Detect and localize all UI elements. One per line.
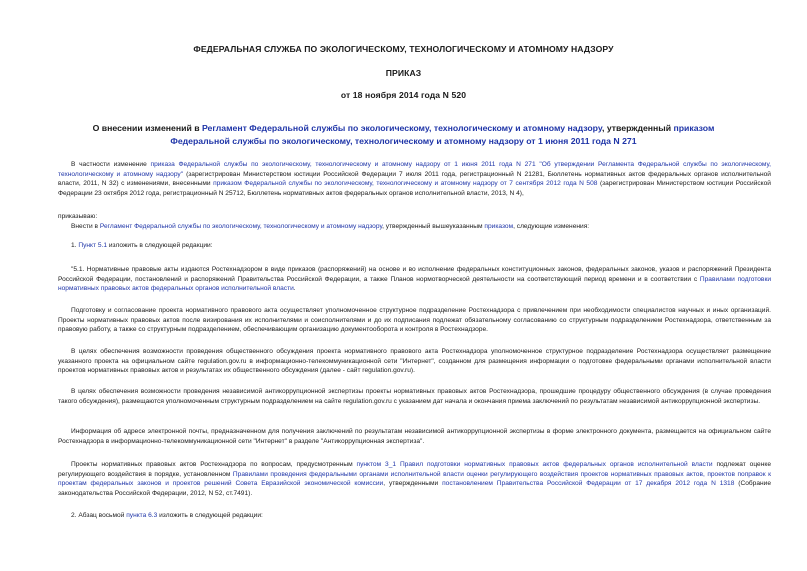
regulation-link[interactable]: Регламент Федеральной службы по экологическому, технологическому и атомному надзору: [99, 223, 383, 230]
order-heading: ПРИКАЗ: [385, 68, 422, 78]
paragraph-text: 1.: [71, 242, 79, 249]
document-title: [84, 122, 723, 147]
order-271-link[interactable]: приказа Федеральной службы по экологическому, технологическому и атомному надзору от 1 июня 2011 года N 271 "Об утверждении Регламента Федеральной службы по экологическому, технологическому и атомному надзору": [58, 161, 771, 178]
order-date: от 18 ноября 2014 года N 520: [340, 90, 467, 100]
paragraph-text: , утвержденными: [383, 480, 443, 488]
paragraph-order-word: [58, 212, 771, 222]
paragraph-preparation: [58, 306, 771, 335]
order-link[interactable]: приказом: [484, 223, 514, 230]
paragraph-anticorruption: [58, 387, 771, 406]
rules-clause-link[interactable]: пунктом 3_1 Правил подготовки нормативных правовых актов федеральных органов исполнительной власти: [356, 461, 713, 468]
paragraph-text: Внести в: [71, 223, 100, 230]
paragraph-text: изложить в следующей редакции:: [157, 512, 263, 519]
paragraph-item-2: [58, 511, 771, 521]
paragraph-text: Проекты нормативных правовых актов Ростехнадзора по вопросам, предусмотренным: [71, 461, 357, 468]
paragraph-item-1: [58, 241, 771, 251]
paragraph-regulatory-impact: [58, 460, 771, 498]
clause-6-3-link[interactable]: пункта 6.3: [126, 512, 158, 519]
regulation-link[interactable]: Регламент Федеральной службы по экологическому, технологическому и атомному надзору: [201, 123, 603, 133]
paragraph-text: , следующие изменения:: [513, 223, 590, 230]
resolution-1318-link[interactable]: постановлением Правительства Российской Федерации от 17 декабря 2012 года N 1318: [442, 480, 735, 488]
impact-rules-link[interactable]: Правилами проведения федеральными органами исполнительной власти оценки регулирующего воздействия проектов нормативных правовых актов, проектов поправок к проектам федеральных законов и проектов решений Совета Евразийской экономической комиссии: [58, 470, 771, 488]
paragraph-text: (зарегистрирован Министерством юстиции Российской Федерации 23 октября 2012 года, регистрационный N 25712, Бюллетень нормативных актов федеральных органов исполнительной власти, 2013, N 4),: [58, 180, 771, 197]
rules-link[interactable]: Правилами подготовки нормативных правовых актов федеральных органов исполнительной власти: [58, 275, 772, 293]
paragraph-text: 2. Абзац восьмой: [71, 512, 127, 519]
paragraph-text: .: [293, 285, 296, 293]
paragraph-text: изложить в следующей редакции:: [107, 242, 213, 249]
paragraph-text: Подготовку и согласование проекта нормативного правового акта осуществляет уполномоченное структурное подразделение Ростехнадзора с привлечением при необходимости специалистов научных и иных организаций. Проекты нормативных правовых актов после визирования их исполнителями и соисполнителями и до их подписания подлежат обязательному согласованию со структурным подразделением Ростехнадзора, ответственным за правовую работу, а также со структурным подразделением, обеспечивающим организацию документооборота и контроля в Ростехнадзоре.: [58, 307, 771, 334]
paragraph-email-info: [58, 427, 771, 446]
order-271-link[interactable]: приказом Федеральной службы по экологическому, технологическому и атомному надзору от 1 июня 2011 года N 271: [170, 123, 715, 146]
paragraph-text: Информация об адресе электронной почты, предназначенном для получения заключений по результатам независимой антикоррупционной экспертизы в форме электронного документа, размещается на официальном сайте Ростехнадзора в информационно-телекоммуникационной сети "Интернет" в разделе "Антикоррупционная экспертиза".: [58, 428, 771, 445]
paragraph-text: В целях обеспечения возможности проведения независимой антикоррупционной экспертизы проекты нормативных правовых актов Ростехнадзора, прошедшие процедуру общественного обсуждения (в случае проведения такого обсуждения), размещаются уполномоченным структурным подразделением на сайте regulation.gov.ru с указанием дат начала и окончания приема заключений по результатам независимой антикоррупционной экспертизы.: [58, 388, 771, 405]
order-508-link[interactable]: приказом Федеральной службы по экологическому, технологическому и атомному надзору от 7 сентября 2012 года N 508: [213, 180, 598, 188]
title-text: , утвержденный: [602, 123, 674, 133]
paragraph-text: , утвержденный вышеуказанным: [382, 223, 485, 230]
paragraph-clause-5-1: [58, 265, 771, 294]
title-text: О внесении изменений в: [92, 123, 202, 133]
paragraph-text: (зарегистрирован Министерством юстиции Российской Федерации 7 июля 2011 года, регистрационный N 21281, Бюллетень нормативных актов федеральных органов исполнительной власти, 2011, N 32) с изменениями, внесенными: [58, 170, 771, 188]
paragraph-public-discussion: [58, 347, 771, 376]
paragraph-text: В частности изменение: [71, 161, 151, 168]
paragraph-text: (Собрание законодательства Российской Федерации, 2012, N 52, ст.7491).: [58, 480, 771, 497]
paragraph-text: приказываю:: [58, 213, 98, 220]
paragraph-text: подлежат оценке регулирующего воздействия в порядке, установленном: [58, 461, 771, 478]
paragraph-amend: [58, 222, 771, 232]
paragraph-text: "5.1. Нормативные правовые акты издаются Ростехнадзором в виде приказов (распоряжений) на основе и во исполнение федеральных конституционных законов, федеральных законов, указов и распоряжений Президента Российской Федерации, постановлений и распоряжений Правительства Российской Федерации, а также Планов нормотворческой деятельности на соответствующий период времени и в соответствии с: [58, 266, 771, 283]
clause-5-1-link[interactable]: Пункт 5.1: [78, 242, 107, 249]
agency-name: ФЕДЕРАЛЬНАЯ СЛУЖБА ПО ЭКОЛОГИЧЕСКОМУ, ТЕХНОЛОГИЧЕСКОМУ И АТОМНОМУ НАДЗОРУ: [193, 44, 614, 54]
paragraph-text: В целях обеспечения возможности проведения общественного обсуждения проекта нормативного правового акта Ростехнадзора уполномоченное структурное подразделение Ростехнадзора осуществляет размещение указанного проекта на официальном сайте regulation.gov.ru в информационно-телекоммуникационной сети "Интернет", созданном для размещения информации о подготовке федеральными органами исполнительной власти проектов нормативных правовых актов и результатах их общественного обсуждения (далее - сайт regulation.gov.ru).: [58, 348, 771, 375]
paragraph-preamble: [58, 160, 771, 198]
